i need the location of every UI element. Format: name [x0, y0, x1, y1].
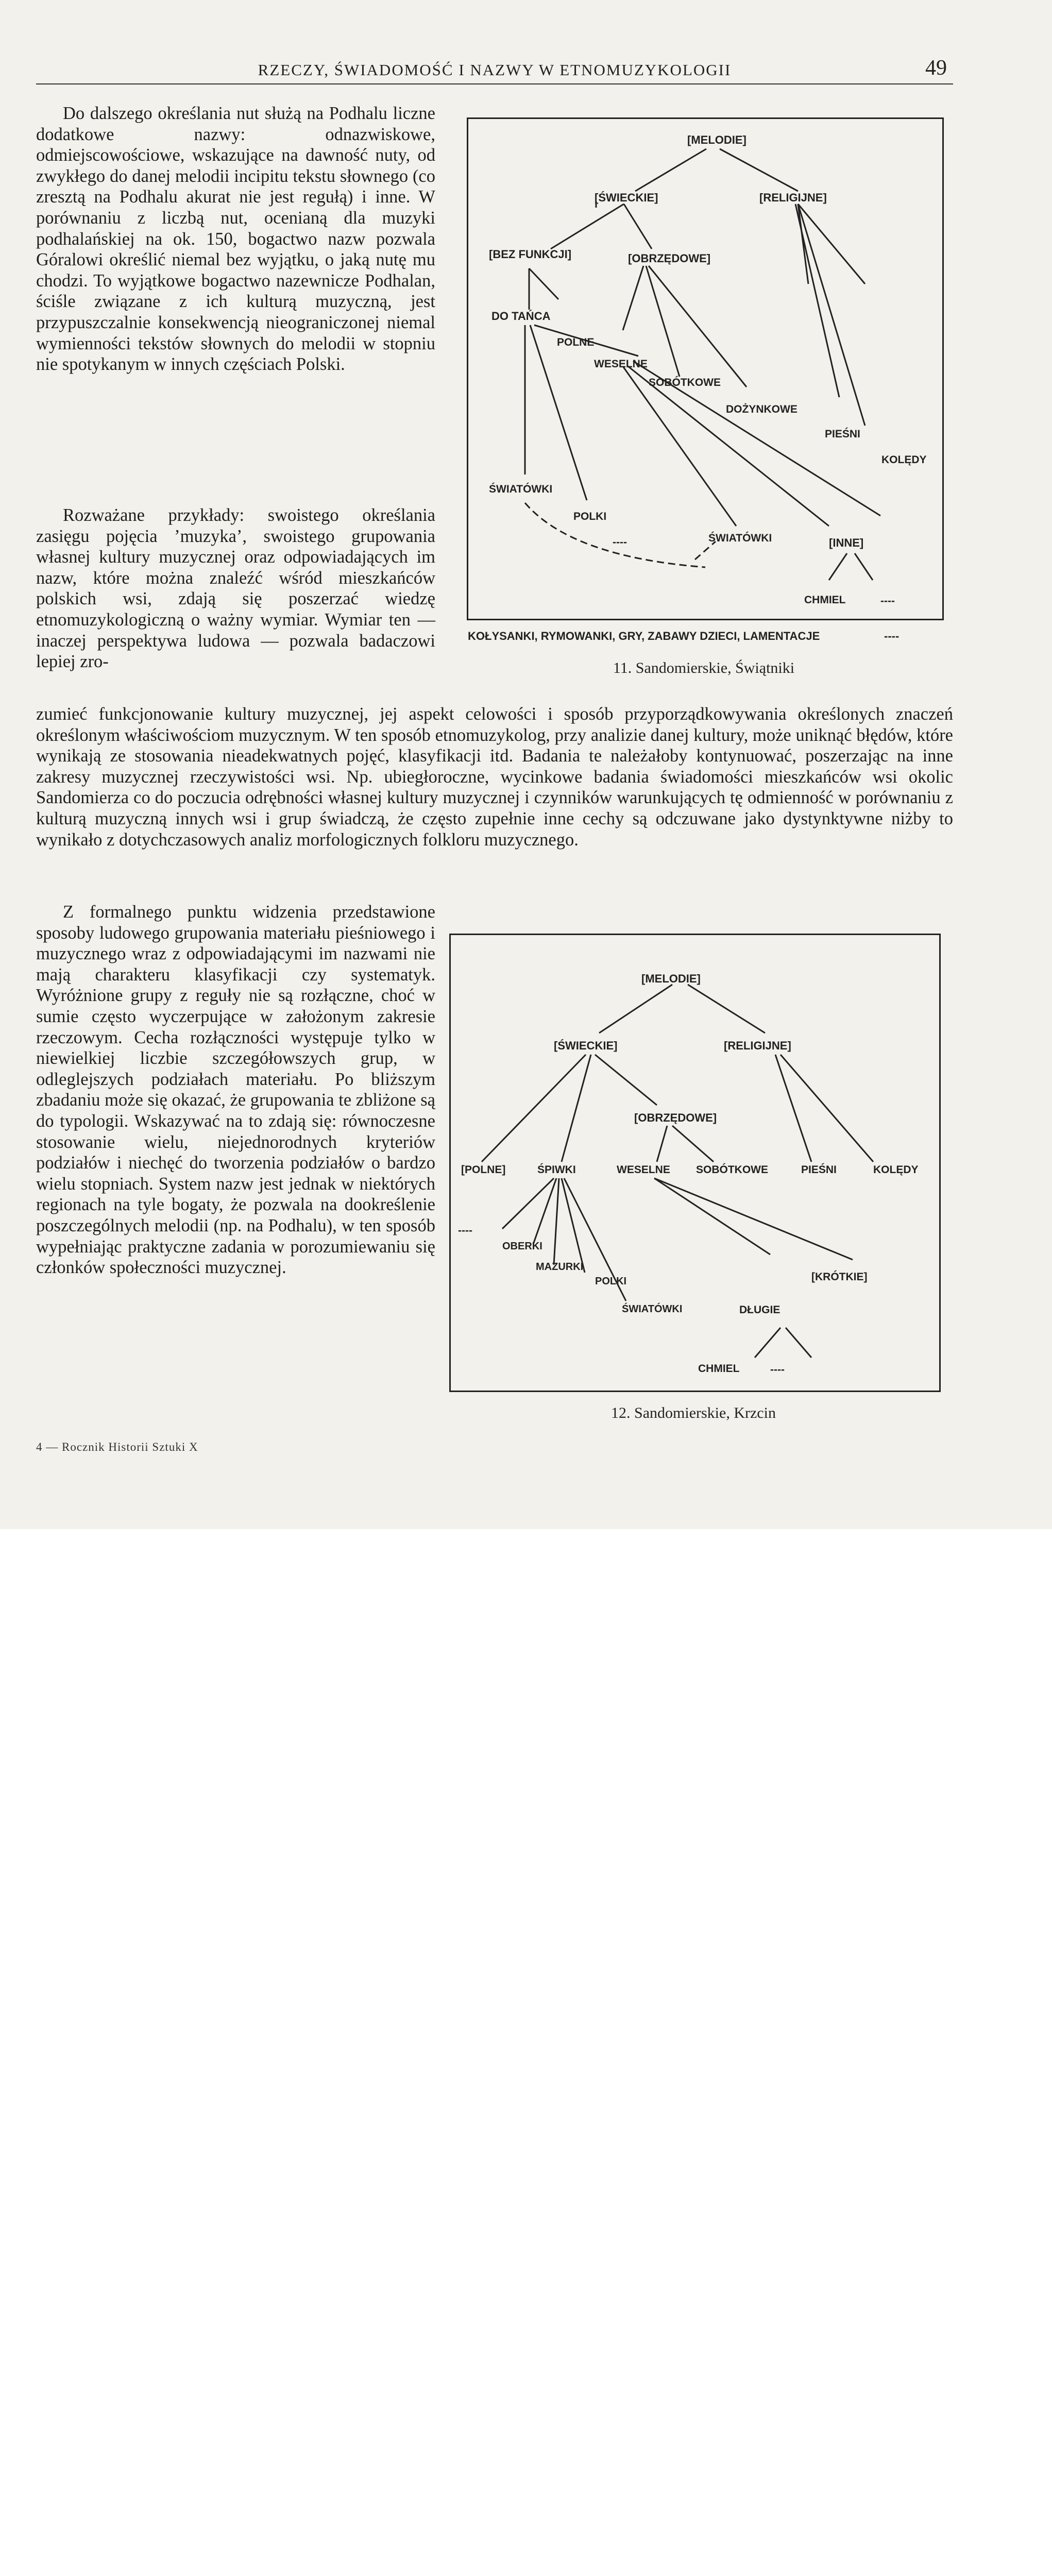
figure-11-diagram	[468, 119, 942, 619]
fig12-dashes-left: ----	[458, 1225, 472, 1236]
paragraph-2-full: zumieć funkcjonowanie kultury muzycznej, jej aspekt celowości i sposób przyporządkowywania określonych znaczeń określonym właściwościom muzycznym. W ten sposób etnomuzykolog, przy analizie danej kultury, może uniknąć błędów, które wynikają ze stosowania nieadekwatnych pojęć, klasyfikacji itd. Badania te należałoby kontynuować, poszerzając na inne zakresy muzycznej rzeczywistości wsi. Np. ubiegłoroczne, wycinkowe badania świadomości mieszkańców wsi okolic Sandomierza co do poczucia odrębności własnej kultury muzycznej i czynników warunkujących tę odmienność w porównaniu z kulturą muzyczną innych wsi i grup świadczą, że często zupełnie inne cechy są odczuwane jako dystynktywne niżby to wynikało z dotychczasowych analiz morfologicznych folkloru muzycznego.	[36, 704, 953, 850]
fig11-polne: POLNE	[557, 336, 595, 348]
fig11-dashes-mid: ----	[613, 536, 627, 548]
fig11-piesni: PIEŚNI	[825, 428, 860, 440]
fig12-swiatowki: ŚWIATÓWKI	[622, 1303, 683, 1315]
fig11-do-tanca: DO TAŃCA	[491, 310, 551, 323]
fig11-obrzedowe: [OBRZĘDOWE]	[628, 252, 711, 265]
paragraph-1: Do dalszego określania nut służą na Podhalu liczne dodatkowe nazwy: odnazwiskowe, odmiejscowościowe, wskazujące na dawność nuty, od zwykłego do danej melodii incipitu tekstu słownego (co zresztą na Podhalu akurat nie jest regułą) i inne. W porównaniu z liczbą nut, ocenianą dla muzyki podhalańskiej na ok. 150, bogactwo nazw pozwala Góralowi określić niemal bez wyjątku, o jaką nutę mu chodzi. To wyjątkowe bogactwo nazewnicze Podhalan, ściśle związane z ich kulturą muzyczną, jest przypuszczalnie konsekwencją nieograniczonej niemal wymienności tekstów słownych do melodii w stopniu nie spotykanym w innych częściach Polski.	[36, 104, 435, 375]
fig12-koledy: KOLĘDY	[873, 1164, 919, 1176]
page-number: 49	[925, 56, 947, 80]
fig12-dashes-right: ----	[770, 1364, 785, 1376]
figure-12-frame	[449, 934, 941, 1392]
fig11-bottom-categories: KOŁYSANKI, RYMOWANKI, GRY, ZABAWY DZIECI, LAMENTACJE	[468, 630, 820, 642]
fig12-chmiel: CHMIEL	[698, 1363, 740, 1375]
fig11-religijne: [RELIGIJNE]	[759, 191, 827, 204]
paragraph-2-column: Rozważane przykłady: swoistego określania zasięgu pojęcia ’muzyka’, swoistego grupowania własnej kultury muzycznej oraz odpowiadających im nazw, które można znaleźć wśród mieszkańców polskich wsi, zdają się poszerzać wiedzę etnomuzykologiczną o ważny wymiar. Wymiar ten — inaczej perspektywa ludowa — pozwala badaczowi lepiej zro-	[36, 505, 435, 672]
fig11-dozynkowe: DOŻYNKOWE	[726, 403, 798, 415]
fig11-melodie: [MELODIE]	[687, 133, 746, 146]
fig12-obrzedowe: [OBRZĘDOWE]	[634, 1111, 717, 1124]
fig12-mazurki: MAZURKI	[536, 1261, 584, 1273]
figure-12-diagram	[451, 935, 939, 1391]
fig12-swieckie: [ŚWIECKIE]	[554, 1039, 618, 1052]
fig11-chmiel: CHMIEL	[804, 594, 846, 606]
fig11-koledy: KOLĘDY	[881, 454, 927, 466]
fig11-swieckie: [ŚWIECKIE]	[595, 191, 658, 204]
fig12-sobotkowe: SOBÓTKOWE	[696, 1164, 768, 1176]
header-rule	[36, 83, 953, 84]
fig12-dlugie: DŁUGIE	[739, 1304, 780, 1316]
fig11-bottom-dashes: ----	[884, 630, 900, 642]
fig11-dashes-right: ----	[880, 595, 895, 607]
fig11-swiatowki-right: ŚWIATÓWKI	[708, 532, 772, 544]
fig12-oberki: OBERKI	[502, 1241, 542, 1252]
figure-12-caption: 12. Sandomierskie, Krzcin	[611, 1404, 776, 1421]
figure-11-caption: 11. Sandomierskie, Świątniki	[613, 659, 795, 676]
fig11-inne: [INNE]	[829, 536, 864, 549]
fig12-weselne: WESELNE	[617, 1164, 670, 1176]
fig12-religijne: [RELIGIJNE]	[724, 1039, 791, 1052]
fig11-swiatowki-left: ŚWIATÓWKI	[489, 483, 553, 495]
running-title: RZECZY, ŚWIADOMOŚĆ I NAZWY W ETNOMUZYKOLOGII	[258, 61, 732, 79]
figure-11-frame	[467, 117, 944, 620]
library-footer	[0, 1529, 1052, 1604]
fig11-sobotkowe: SOBÓTKOWE	[649, 377, 721, 388]
paragraph-3: Z formalnego punktu widzenia przedstawione sposoby ludowego grupowania materiału pieśniowego i muzycznego wraz z odpowiadającymi im nazwami nie mają charakteru klasyfikacji czy systematyk. Wyróżnione grupy z reguły nie są rozłączne, choć w sumie często wyczerpujące w założonym zakresie rzeczowym. Cecha rozłączności występuje tylko w niewielkiej liczbie szczegółowszych grup, w odleglejszych podziałach materiału. Po bliższym zbadaniu może się okazać, że grupowania te zbliżone są do typologii. Wskazywać na to zdają się: równoczesne stosowanie wielu, niejednorodnych kryteriów podziałów i niechęć do tworzenia podziałów o bardzo wielu stopniach. System nazw jest jednak w niektórych regionach na tyle bogaty, że pozwala na dookreślenie poszczególnych melodii (np. na Podhalu), w ten sposób wypełniając praktyczne zadania w porozumiewaniu się członków społeczności muzycznej.	[36, 902, 435, 1278]
fig11-polki: POLKI	[573, 511, 607, 522]
fig12-polne: [POLNE]	[461, 1164, 506, 1176]
fig12-melodie: [MELODIE]	[641, 972, 701, 985]
figure-11-bottom-line	[467, 622, 941, 648]
fig11-weselne: WESELNE	[594, 358, 648, 370]
fig11-bez-funkcji: [BEZ FUNKCJI]	[489, 248, 572, 261]
footnote: 4 — Rocznik Historii Sztuki X	[36, 1440, 198, 1453]
fig12-piesni: PIEŚNI	[801, 1164, 837, 1176]
fig12-krotkie: [KRÓTKIE]	[811, 1271, 868, 1283]
fig12-polki: POLKI	[595, 1276, 627, 1287]
fig12-spiwki: ŚPIWKI	[537, 1164, 576, 1176]
